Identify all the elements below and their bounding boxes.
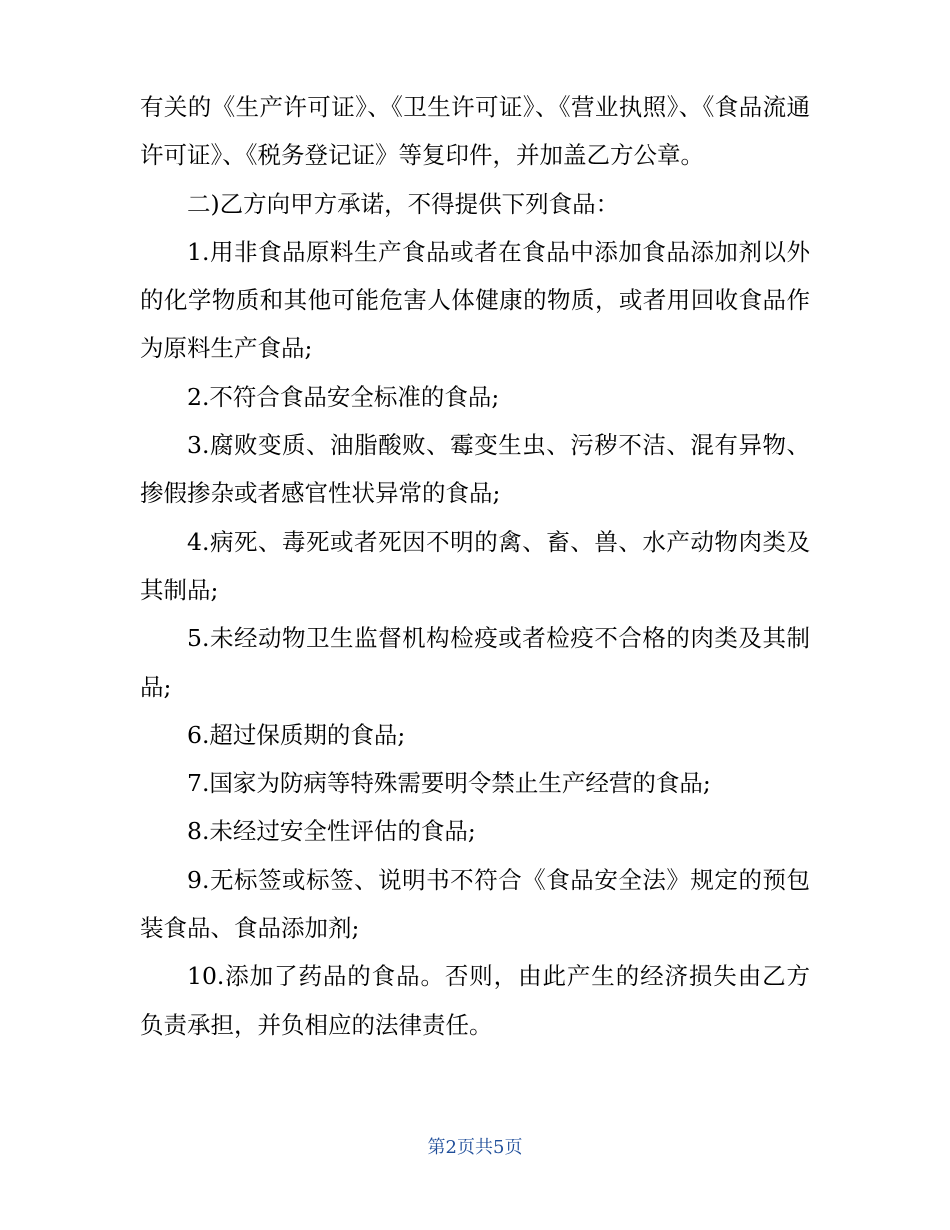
paragraph-item-3: 3.腐败变质、油脂酸败、霉变生虫、污秽不洁、混有异物、掺假掺杂或者感官性状异常的食品; [140, 431, 810, 508]
paragraph-item-5: 5.未经动物卫生监督机构检疫或者检疫不合格的肉类及其制品; [140, 624, 810, 701]
paragraph-item-4: 4.病死、毒死或者死因不明的禽、畜、兽、水产动物肉类及其制品; [140, 527, 810, 604]
paragraph-item-6: 6.超过保质期的食品; [187, 720, 406, 749]
paragraph-item-10: 10.添加了药品的食品。否则，由此产生的经济损失由乙方负责承担，并负相应的法律责任。 [140, 962, 810, 1039]
paragraph-item-7: 7.国家为防病等特殊需要明令禁止生产经营的食品; [187, 769, 711, 798]
paragraph-commitment-heading: 二)乙方向甲方承诺，不得提供下列食品： [187, 189, 620, 218]
document-body [140, 83, 810, 1049]
page-number-footer: 第2页共5页 [427, 1137, 523, 1158]
paragraph-license-copies: 有关的《生产许可证》、《卫生许可证》、《营业执照》、《食品流通许可证》、《税务登记证》等复印件，并加盖乙方公章。 [140, 93, 810, 170]
paragraph-item-8: 8.未经过安全性评估的食品; [187, 817, 476, 846]
paragraph-item-1: 1.用非食品原料生产食品或者在食品中添加食品添加剂以外的化学物质和其他可能危害人体健康的物质，或者用回收食品作为原料生产食品; [140, 237, 810, 363]
paragraph-item-2: 2.不符合食品安全标准的食品; [187, 382, 500, 411]
paragraph-item-9: 9.无标签或标签、说明书不符合《食品安全法》规定的预包装食品、食品添加剂; [140, 865, 810, 943]
